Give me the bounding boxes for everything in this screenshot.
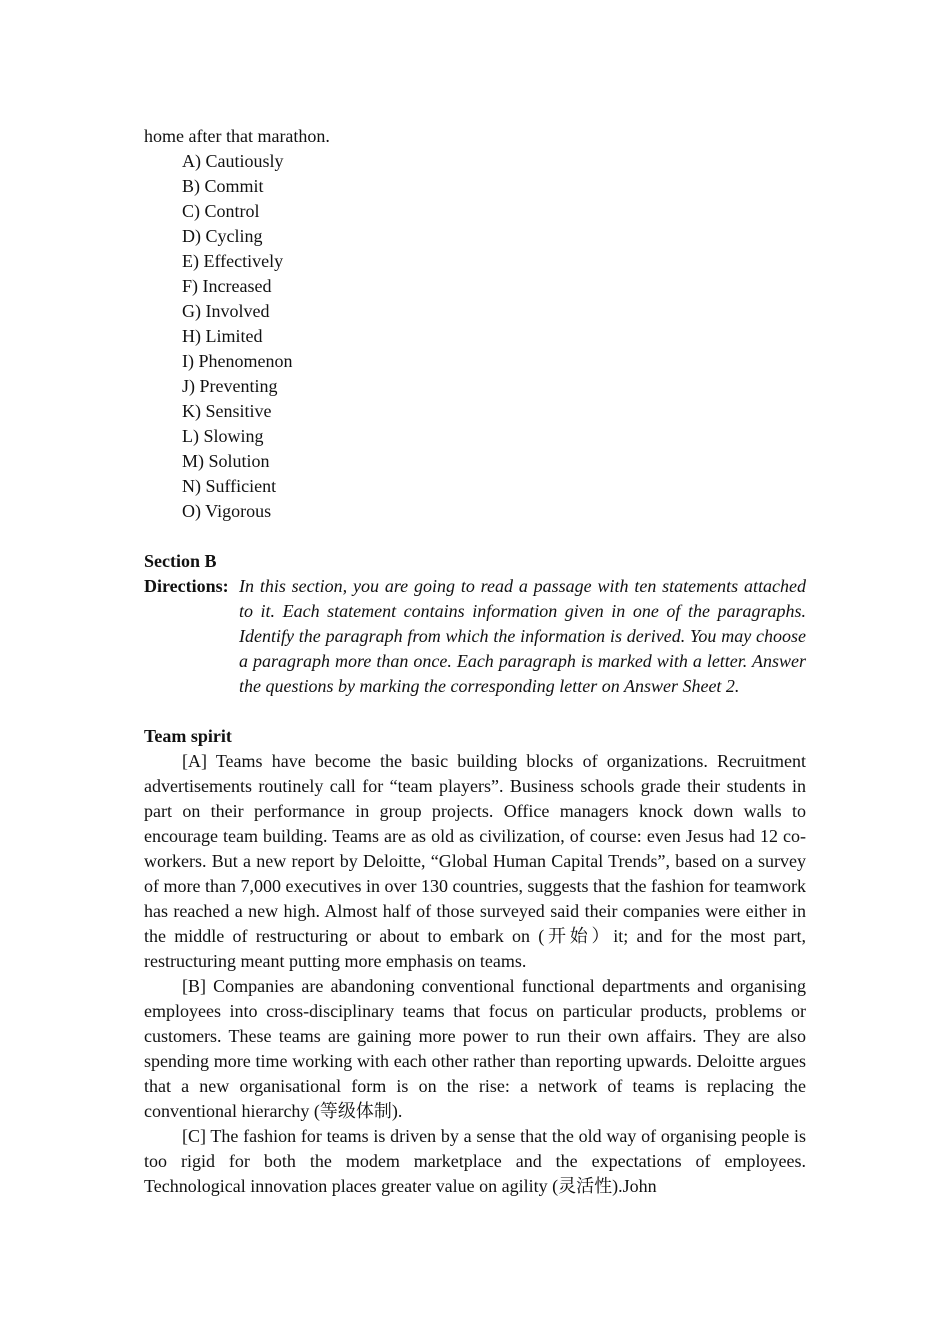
- spacer: [144, 524, 806, 549]
- option-item: B) Commit: [182, 176, 264, 196]
- option-item: D) Cycling: [182, 226, 263, 246]
- option-item: C) Control: [182, 201, 260, 221]
- section-title: Section B: [144, 551, 217, 571]
- paragraph-c: [C] The fashion for teams is driven by a sense that the old way of organising people is too rigid for both the modem marketplace and the expectations of employees. Technological innovation places greater value on agility (灵活性).John: [144, 1126, 806, 1196]
- option-item: O) Vigorous: [182, 501, 272, 521]
- directions-label: Directions:: [144, 576, 229, 596]
- document-page: [144, 124, 806, 1199]
- spacer: [144, 699, 806, 724]
- paragraph-a: [A] Teams have become the basic building blocks of organizations. Recruitment advertisements routinely call for “team players”. Business schools grade their students in part on their performance in group projects. Office managers knock down walls to encourage team building. Teams are as old as civilization, of course: even Jesus had 12 co-workers. But a new report by Deloitte, “Global Human Capital Trends”, based on a survey of more than 7,000 executives in over 130 countries, suggests that the fashion for teamwork has reached a new high. Almost half of those surveyed said their companies were either in the middle of restructuring or about to embark on (开始）it; and for the most part, restructuring meant putting more emphasis on teams.: [144, 751, 806, 971]
- option-item: G) Involved: [182, 301, 270, 321]
- option-item: K) Sensitive: [182, 401, 272, 421]
- paragraph-b: [B] Companies are abandoning conventional functional departments and organising employees into cross-disciplinary teams that focus on particular products, problems or customers. These teams are gaining more power to run their own affairs. They are also spending more time working with each other rather than reporting upwards. Deloitte argues that a new organisational form is on the rise: a network of teams is replacing the conventional hierarchy (等级体制).: [144, 976, 806, 1121]
- directions-text: In this section, you are going to read a passage with ten statements attached to it. Each statement contains information given in one of the paragraphs. Identify the paragraph from which the information is derived. You may choose a paragraph more than once. Each paragraph is marked with a letter. Answer the questions by marking the corresponding letter on Answer Sheet 2.: [239, 576, 806, 696]
- option-item: L) Slowing: [182, 426, 264, 446]
- option-item: N) Sufficient: [182, 476, 277, 496]
- passage-title: Team spirit: [144, 726, 232, 746]
- word-bank-list: [144, 149, 806, 524]
- option-item: M) Solution: [182, 451, 270, 471]
- option-item: A) Cautiously: [182, 151, 284, 171]
- directions-block: [144, 574, 806, 699]
- option-item: J) Preventing: [182, 376, 278, 396]
- option-item: H) Limited: [182, 326, 263, 346]
- carryover-line: home after that marathon.: [144, 126, 330, 146]
- option-item: I) Phenomenon: [182, 351, 293, 371]
- option-item: F) Increased: [182, 276, 272, 296]
- option-item: E) Effectively: [182, 251, 284, 271]
